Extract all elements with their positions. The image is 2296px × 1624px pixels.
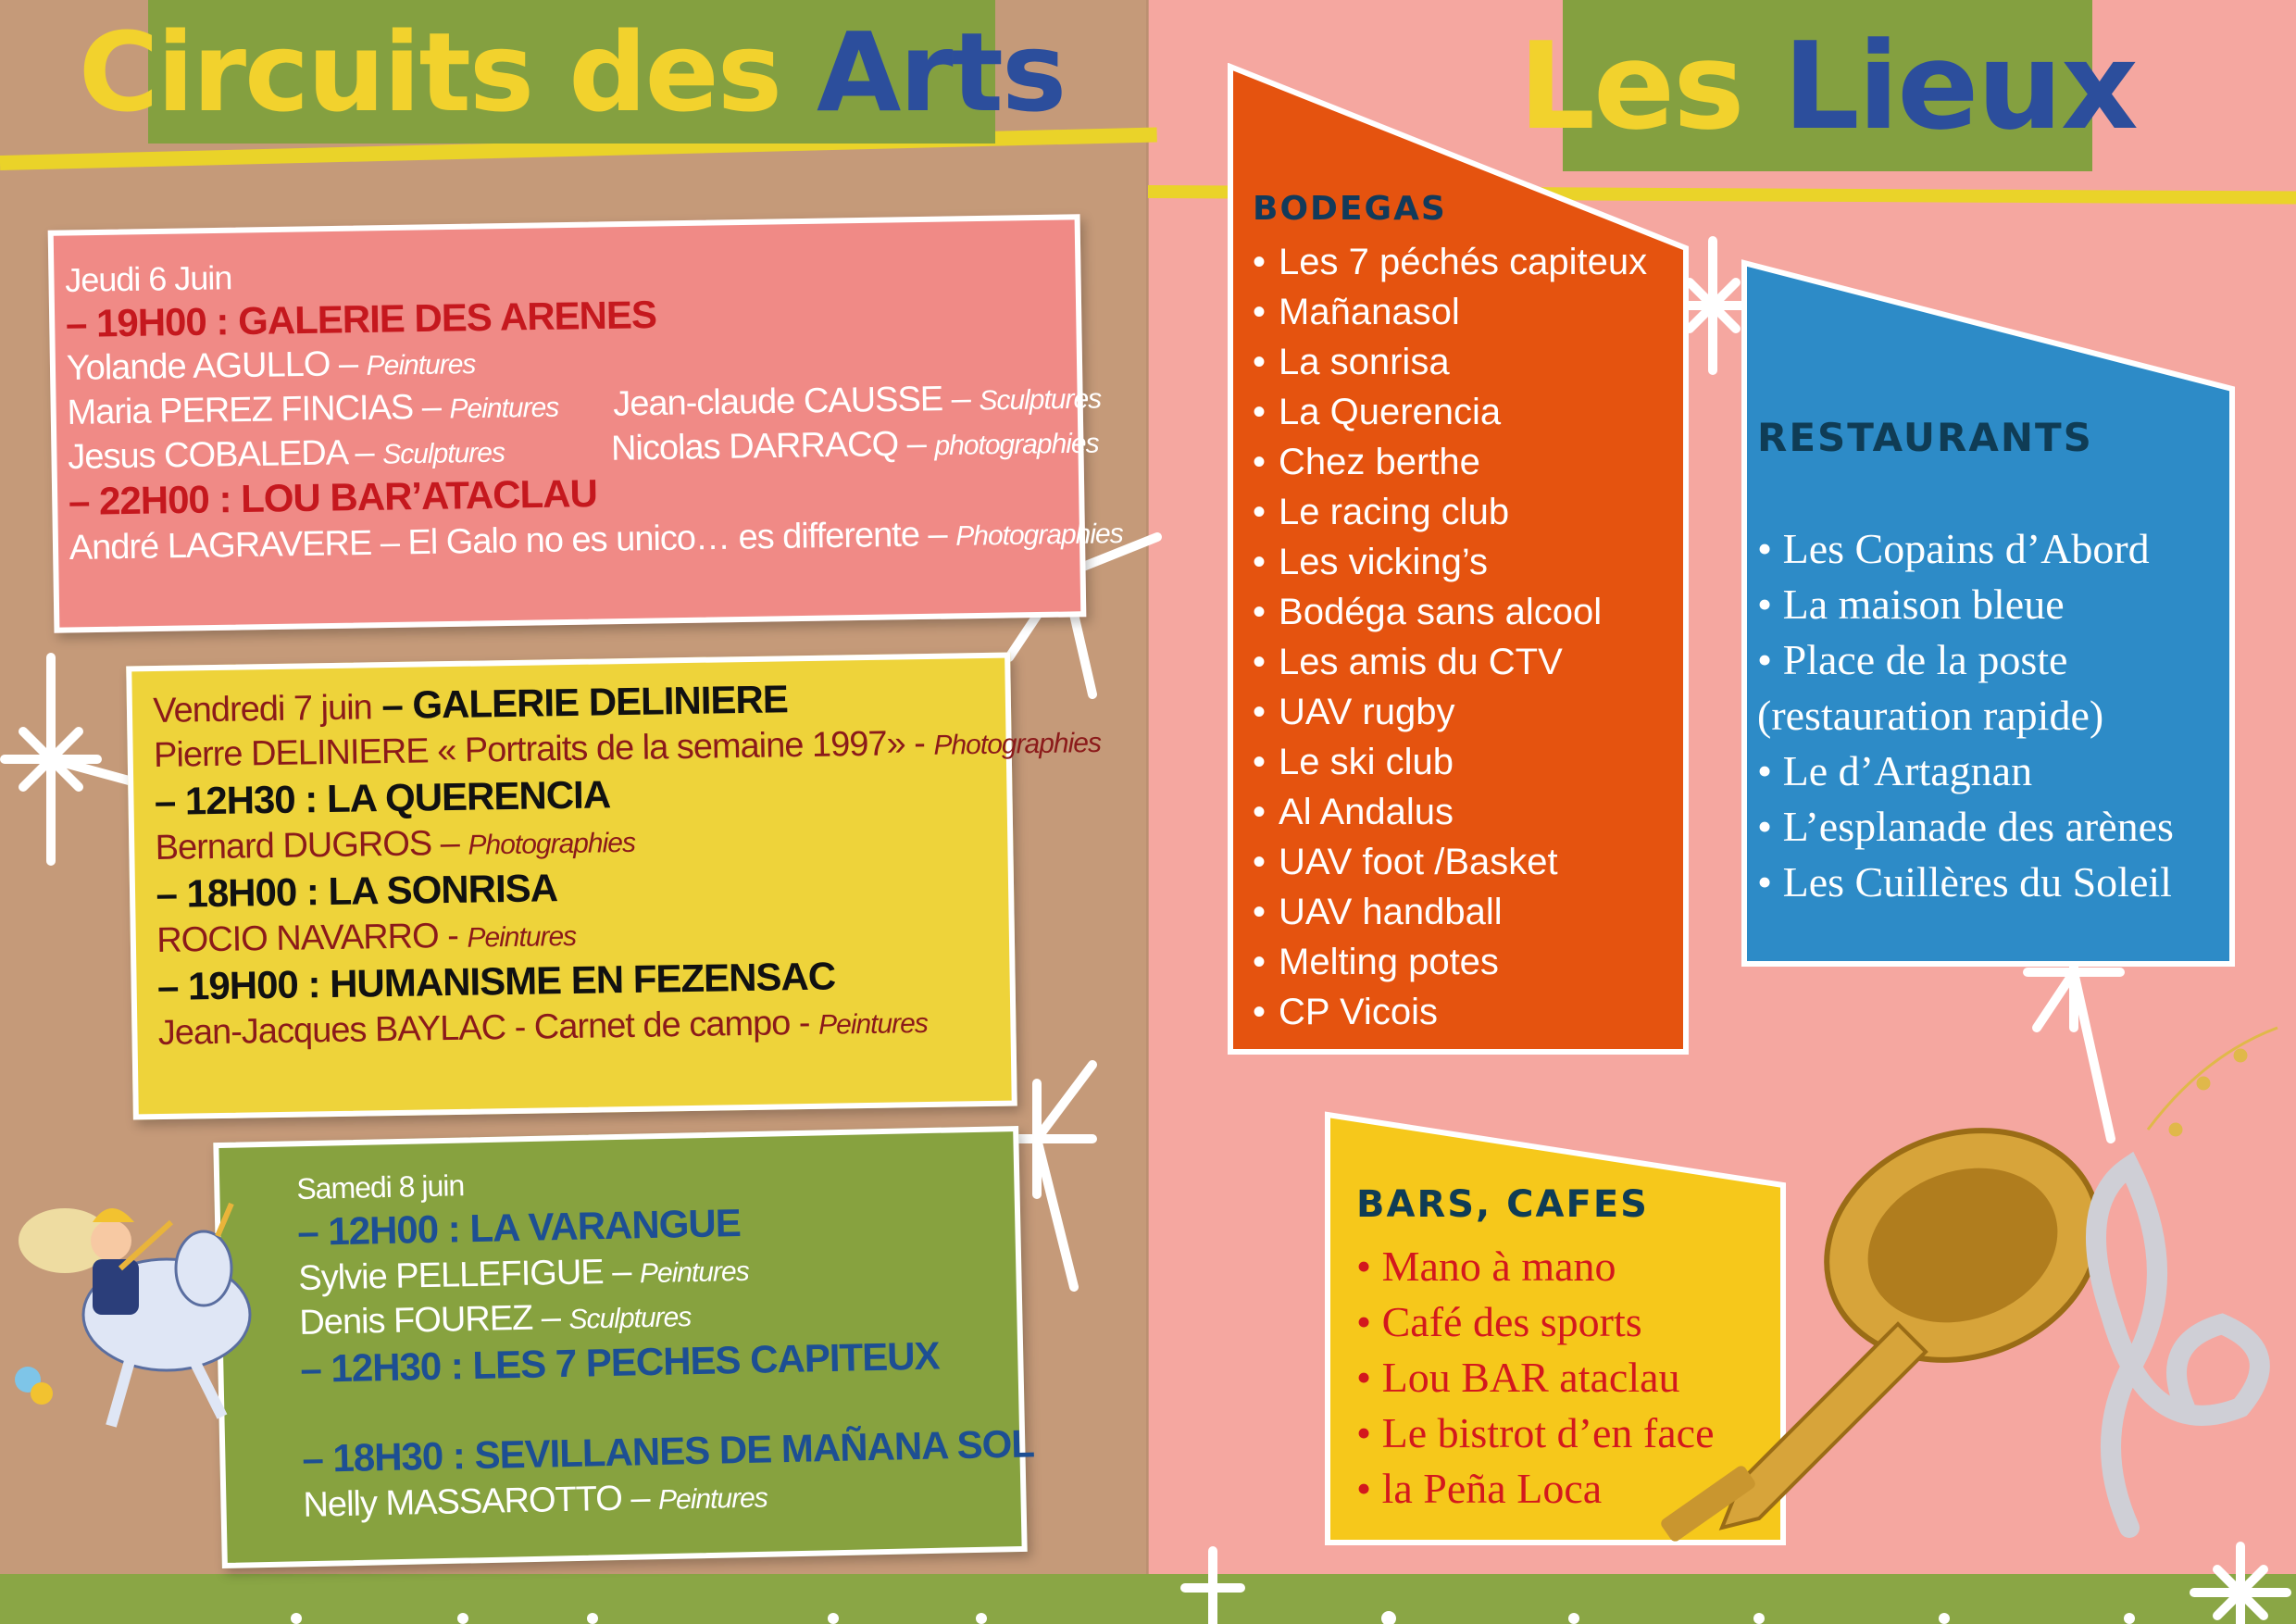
list-item: • Le racing club bbox=[1253, 487, 1647, 537]
event-heading: – 18H00 : LA SONRISA bbox=[156, 866, 558, 916]
jeudi-program bbox=[65, 247, 1123, 566]
artist-name: Nelly MASSAROTTO – bbox=[303, 1478, 659, 1525]
artist-name: Jean-claude CAUSSE – bbox=[612, 379, 980, 424]
event-heading: – 18H30 : SEVILLANES DE MAÑANA SOL bbox=[301, 1421, 1035, 1480]
artist-name: ROCIO NAVARRO - bbox=[156, 916, 468, 960]
bars-list bbox=[1356, 1239, 1715, 1517]
artist-line bbox=[298, 1245, 1030, 1296]
artist-type: Peintures bbox=[366, 349, 476, 381]
list-item: • La Querencia bbox=[1253, 387, 1647, 437]
artist-name: Jean-Jacques BAYLAC - Carnet de campo - bbox=[157, 1003, 819, 1053]
list-item: • Le bistrot d’en face bbox=[1356, 1405, 1715, 1461]
artist-name: Yolande AGULLO – bbox=[66, 344, 367, 388]
bottom-green-band bbox=[0, 1574, 2296, 1624]
list-item: • la Peña Loca bbox=[1356, 1461, 1715, 1517]
list-item: • Mano à mano bbox=[1356, 1239, 1715, 1294]
list-item: • L’esplanade des arènes bbox=[1757, 803, 2174, 850]
list-item: • UAV handball bbox=[1253, 887, 1647, 937]
list-item: • Le d’Artagnan bbox=[1757, 747, 2033, 794]
artist-type: Photographies bbox=[955, 518, 1123, 552]
day-date: Vendredi 7 juin bbox=[153, 688, 373, 731]
event-heading: – 12H00 : LA VARANGUE bbox=[296, 1200, 742, 1254]
list-item: • Melting potes bbox=[1253, 937, 1647, 987]
page-fold bbox=[1146, 0, 1149, 1624]
list-item: • Le ski club bbox=[1253, 737, 1647, 787]
artist-name: André LAGRAVERE – El Galo no es unico… es differente – bbox=[69, 514, 956, 568]
artist-name: Bernard DUGROS – bbox=[155, 823, 468, 868]
list-item: • Place de la poste bbox=[1757, 636, 2068, 683]
list-item: • La maison bleue bbox=[1757, 581, 2065, 628]
list-item: • Les Copains d’Abord bbox=[1757, 525, 2150, 572]
artist-type: Sculptures bbox=[568, 1302, 692, 1335]
list-item: • Lou BAR ataclau bbox=[1356, 1350, 1715, 1405]
title-part-1: Circuits des bbox=[78, 7, 817, 136]
list-item: • Les amis du CTV bbox=[1253, 637, 1647, 687]
artist-type: Peintures bbox=[657, 1482, 768, 1516]
restaurants-list bbox=[1757, 521, 2174, 910]
artist-type: photographies bbox=[934, 428, 1099, 462]
list-item: (restauration rapide) bbox=[1757, 692, 2104, 739]
list-item: • Mañanasol bbox=[1253, 287, 1647, 337]
list-item: • Al Andalus bbox=[1253, 787, 1647, 837]
artist-line bbox=[68, 423, 1121, 475]
event-heading: – 22H00 : LOU BAR’ATACLAU bbox=[68, 471, 598, 523]
artist-line bbox=[67, 379, 1120, 431]
artist-name: Maria PEREZ FINCIAS – bbox=[67, 387, 450, 432]
artist-line bbox=[299, 1290, 1031, 1341]
list-item: • UAV foot /Basket bbox=[1253, 837, 1647, 887]
event-heading: – GALERIE DELINIERE bbox=[371, 677, 789, 728]
vendredi-program bbox=[153, 675, 1105, 1051]
event-heading: – 12H30 : LA QUERENCIA bbox=[154, 772, 611, 823]
list-item: • UAV rugby bbox=[1253, 687, 1647, 737]
artist-type: Peintures bbox=[817, 1007, 929, 1041]
samedi-program bbox=[295, 1158, 1035, 1525]
artist-name: Nicolas DARRACQ – bbox=[610, 424, 935, 468]
list-item: • Les 7 péchés capiteux bbox=[1253, 237, 1647, 287]
list-item: • Les Cuillères du Soleil bbox=[1757, 858, 2172, 906]
artist-name: Pierre DELINIERE « Portraits de la semaine 1997» - bbox=[153, 723, 934, 775]
artist-name: Sylvie PELLEFIGUE – bbox=[297, 1252, 641, 1298]
artist-line bbox=[156, 908, 1104, 958]
artist-type: Peintures bbox=[449, 392, 559, 425]
artist-type: Peintures bbox=[467, 920, 577, 954]
event-heading: – 19H00 : HUMANISME EN FEZENSAC bbox=[156, 954, 836, 1008]
event-heading: – 19H00 : GALERIE DES ARENES bbox=[65, 292, 657, 345]
list-item: • La sonrisa bbox=[1253, 337, 1647, 387]
artist-type: Sculptures bbox=[979, 383, 1102, 417]
artist-name: Denis FOUREZ – bbox=[298, 1297, 569, 1343]
artist-type: Photographies bbox=[468, 827, 636, 861]
artist-type: Photographies bbox=[933, 727, 1102, 761]
artist-name: Jesus COBALEDA – bbox=[67, 432, 383, 477]
bodegas-list bbox=[1253, 237, 1647, 1037]
bodegas-section bbox=[1253, 190, 1647, 1037]
section-title: BARS, CAFES bbox=[1356, 1183, 1649, 1226]
title-part-1: Les bbox=[1518, 15, 1783, 156]
artist-type: Sculptures bbox=[381, 437, 505, 470]
left-page-title bbox=[78, 0, 1066, 144]
event-heading: – 12H30 : LES 7 PECHES CAPITEUX bbox=[299, 1333, 940, 1391]
list-item: • Chez berthe bbox=[1253, 437, 1647, 487]
artist-type: Peintures bbox=[639, 1255, 750, 1290]
title-part-2: Arts bbox=[817, 7, 1066, 136]
artist-line bbox=[155, 816, 1102, 866]
section-title: BODEGAS bbox=[1253, 190, 1447, 228]
day-date: Jeudi 6 Juin bbox=[64, 258, 232, 299]
list-item: • Café des sports bbox=[1356, 1294, 1715, 1350]
day-date: Samedi 8 juin bbox=[295, 1168, 465, 1206]
title-part-2: Lieux bbox=[1782, 15, 2137, 156]
artist-line bbox=[154, 723, 1101, 773]
section-title: RESTAURANTS bbox=[1757, 415, 2093, 460]
list-item: • Les vicking’s bbox=[1253, 537, 1647, 587]
list-item: • CP Vicois bbox=[1253, 987, 1647, 1037]
list-item: • Bodéga sans alcool bbox=[1253, 587, 1647, 637]
